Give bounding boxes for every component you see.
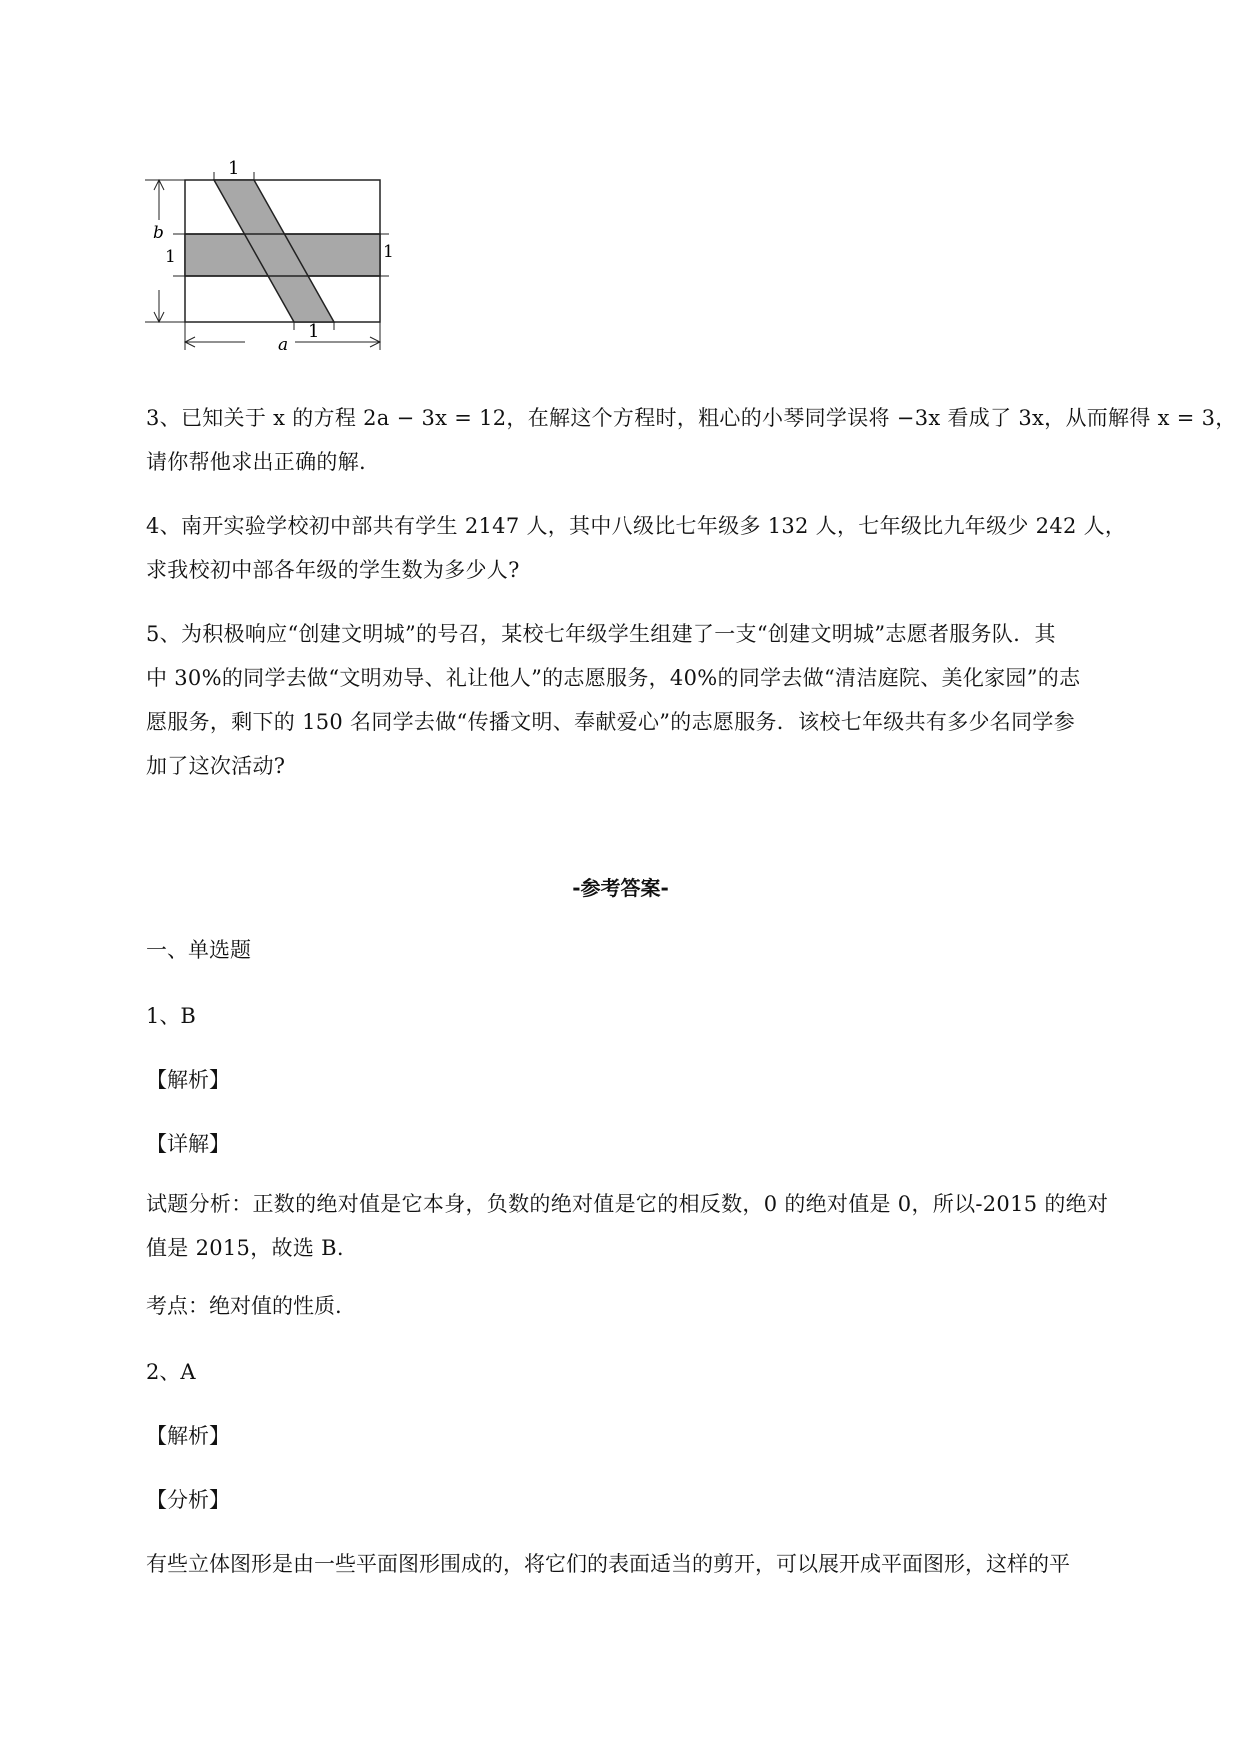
question-5 [146,612,1156,788]
answer-2-text: 有些立体图形是由一些平面图形围成的，将它们的表面适当的剪开，可以展开成平面图形，这样的平 [146,1552,1070,1576]
label-left-one: 1 [165,247,176,267]
answer-2: 2、A [146,1360,196,1384]
question-3 [146,396,1237,484]
answer-1-xiangjie: 【详解】 [146,1132,230,1156]
answer-1-analysis-line-1: 试题分析：正数的绝对值是它本身，负数的绝对值是它的相反数，0 的绝对值是 0，所以-2015 的绝对 [146,1192,1109,1216]
question-4-line-1: 4、南开实验学校初中部共有学生 2147 人，其中八级比七年级多 132 人，七年级比九年级少 242 人， [146,514,1127,538]
question-5-line-2: 中 30%的同学去做“文明劝导、礼让他人”的志愿服务，40%的同学去做“清洁庭院、美化家园”的志 [146,666,1081,690]
answers-title: -参考答案- [572,876,669,900]
answer-1: 1、B [146,1004,196,1028]
answer-1-analysis [146,1182,1156,1270]
label-top-one: 1 [228,158,240,179]
question-5-line-1: 5、为积极响应“创建文明城”的号召，某校七年级学生组建了一支“创建文明城”志愿者服务队．其 [146,622,1056,646]
answer-1-kaodian: 考点：绝对值的性质. [146,1294,342,1318]
label-right-one: 1 [383,242,394,262]
section-heading: 一、单选题 [146,938,251,962]
rectangle-strips-figure [145,150,405,365]
question-5-line-3: 愿服务，剩下的 150 名同学去做“传播文明、奉献爱心”的志愿服务．该校七年级共有多少名同学参 [146,710,1076,734]
answer-2-jiexi: 【解析】 [146,1424,230,1448]
label-b: b [153,223,164,243]
question-5-line-4: 加了这次活动? [146,754,286,778]
question-3-line-2: 请你帮他求出正确的解. [146,450,366,474]
label-bottom-one: 1 [308,321,320,342]
label-a: a [278,335,289,355]
question-4-line-2: 求我校初中部各年级的学生数为多少人? [146,558,520,582]
answer-2-fenxi: 【分析】 [146,1488,230,1512]
question-4 [146,504,1156,592]
question-3-line-1: 3、已知关于 x 的方程 2a − 3x = 12，在解这个方程时，粗心的小琴同学误将 −3x 看成了 3x，从而解得 x = 3， [146,406,1237,430]
answer-1-jiexi: 【解析】 [146,1068,230,1092]
answer-1-analysis-line-2: 值是 2015，故选 B. [146,1236,344,1260]
